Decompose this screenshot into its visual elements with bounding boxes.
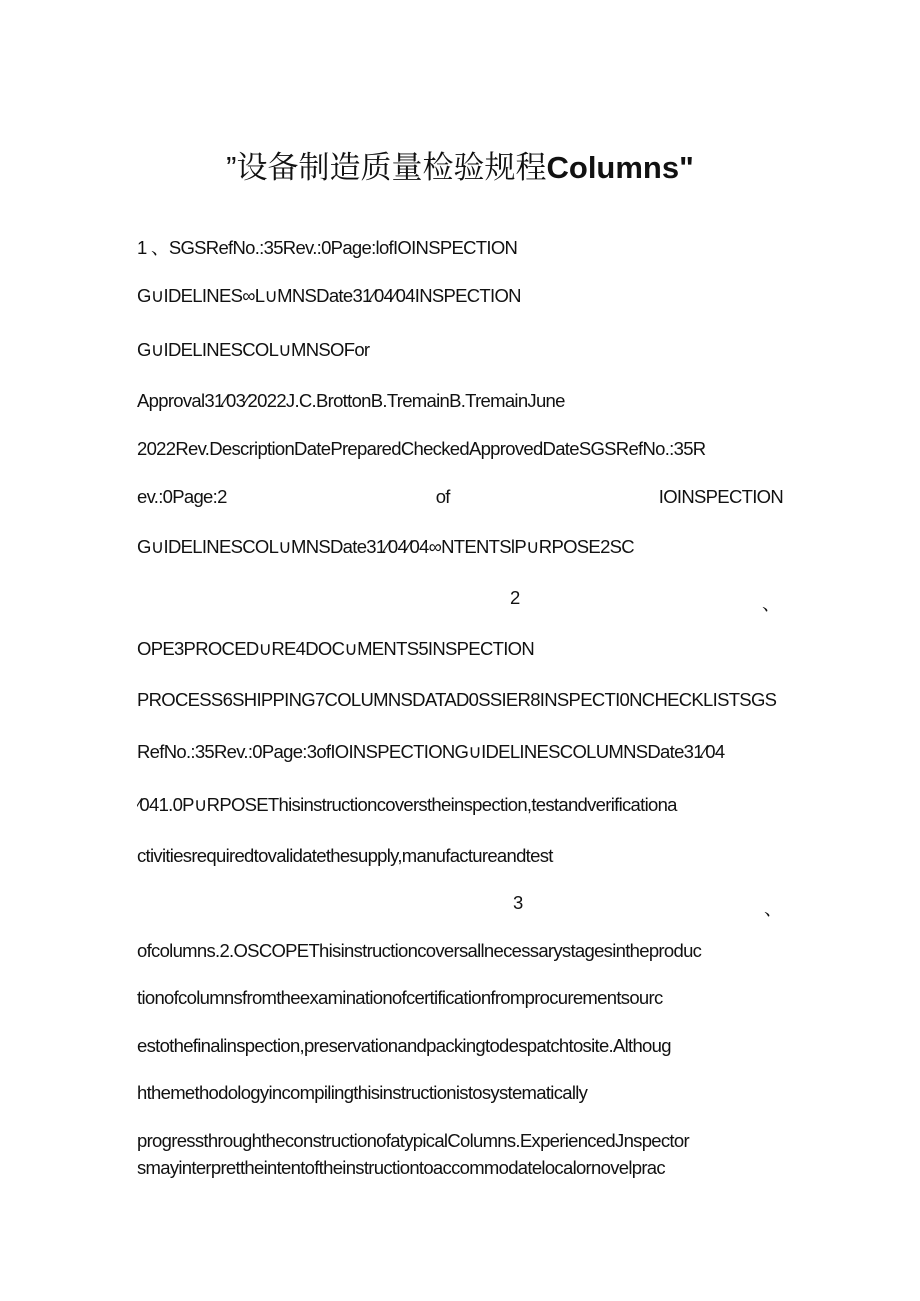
- text-line: ofcolumns.2.OSCOPEThisinstructioncoversallnecessarystagesintheproduc: [137, 940, 702, 961]
- page-number: 2: [510, 587, 521, 608]
- text-line: RefNo.:35Rev.:0Page:3ofIOINSPECTIONG∪IDELINESCOLUMNSDate31∕04: [137, 741, 725, 762]
- text-line: G∪IDELINESCOL∪MNSOFor: [137, 339, 370, 360]
- text-line: PROCESS6SHIPPING7COLUMNSDATAD0SSIER8INSPECTI0NCHECKLISTSGS: [137, 689, 777, 710]
- text-fragment: IOINSPECTION: [658, 486, 783, 507]
- text-fragment: of: [435, 486, 450, 507]
- document-title: [0, 142, 920, 187]
- text-line-justified: [137, 486, 783, 508]
- text-fragment: ev.:0Page:2: [137, 486, 227, 507]
- enum-mark: 、: [764, 898, 783, 919]
- text-line: G∪IDELINES∞L∪MNSDate31∕04∕04INSPECTION: [137, 285, 521, 306]
- text-line: ∕041.0P∪RPOSEThisinstructioncoverstheinspection,testandverificationa: [137, 794, 677, 815]
- text-line: G∪IDELINESCOL∪MNSDate31∕04∕04∞NTENTSlP∪RPOSE2SC: [137, 536, 634, 557]
- title-latin: Columns": [546, 150, 694, 185]
- text-line: OPE3PROCED∪RE4DOC∪MENTS5INSPECTION: [137, 638, 534, 659]
- title-chinese: ”设备制造质量检验规程: [226, 150, 547, 185]
- text-line: 2022Rev.DescriptionDatePreparedCheckedApprovedDateSGSRefNo.:35R: [137, 438, 706, 459]
- enum-mark: 、: [762, 593, 781, 614]
- text-line: Approval31∕03∕2022J.C.BrottonB.TremainB.TremainJune: [137, 390, 565, 411]
- text-line: estothefinalinspection,preservationandpackingtodespatchtosite.Althoug: [137, 1035, 671, 1056]
- text-line: smayinterprettheintentoftheinstructiontoaccommodatelocalornovelprac: [137, 1157, 665, 1178]
- text-line: hthemethodologyincompilingthisinstructionistosystematically: [137, 1082, 588, 1103]
- text-line: ctivitiesrequiredtovalidatethesupply,manufactureandtest: [137, 845, 553, 866]
- text-line: 1 、SGSRefNo.:35Rev.:0Page:lofIOINSPECTION: [137, 237, 518, 258]
- text-line: progressthroughtheconstructionofatypicalColumns.ExperiencedJnspector: [137, 1130, 689, 1151]
- page-number: 3: [513, 892, 524, 913]
- text-line: tionofcolumnsfromtheexaminationofcertificationfromprocurementsourc: [137, 987, 663, 1008]
